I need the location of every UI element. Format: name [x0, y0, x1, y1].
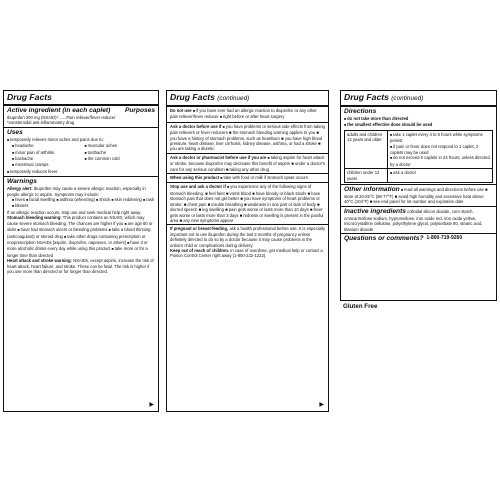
inactive-ingredients-section: Inactive ingredients colloidal silicon dioxide, corn starch, croscarmellose sodium, hypromellose, iron oxide red, iron oxide yellow, microcrystalline cellulose, polyethylene glycol, polysorbate 80, stearic acid, titanium dioxide — [341, 207, 496, 234]
keep-out-of-reach: Keep out of reach of children. In case of overdose, get medical help or contact a Poison Control Center right away (1-800-222-1222). — [170, 247, 323, 259]
directions-bullet: ■ do not take more than directed — [344, 116, 493, 122]
questions-section — [341, 234, 496, 244]
questions-phone: 1-800-719-9260 — [426, 235, 463, 242]
do-not-use-section: Do not use ■ if you have ever had an allergic reaction to ibuprofen or any other pain reliever/fever reducer ■ right before or after heart surgery — [167, 107, 328, 123]
other-information-section: Other information ■ read all warnings and directions before use ■ store at 20-25°C (68-77°F) ■ avoid high humidity and excessive heat above 40°C (104°F) ■ see end panel for lot number and expiration date — [341, 185, 496, 207]
uses-list — [7, 143, 155, 169]
list-item: ■ menstrual cramps — [12, 162, 83, 168]
drug-facts-panel-2 — [166, 90, 329, 412]
panel-title: Drug Facts (continued) — [167, 91, 328, 107]
list-item: ■ backache — [12, 156, 83, 162]
active-ingredient-section — [4, 106, 158, 128]
list-item: ■ minor pain of arthritis — [12, 150, 83, 156]
directions-heading: Directions — [344, 108, 377, 115]
directions-table — [344, 130, 493, 183]
stop-use-section: Stop use and ask a doctor if ■ you experience any of the following signs of stomach bleeding: ■ feel faint ■ vomit blood ■ have bloody or black stools ■ have stomach pain that does not get better ■ you have symptoms of heart problems or stroke: ■ chest pain ■ trouble breathing ■ weakness in one part or side of body ■ slurred speech ■ leg swelling ■ pain gets worse or lasts more than 10 days ■ fever gets worse or lasts more than 3 days ■ redness or swelling is present in the painful area ■ any new symptoms appear — [167, 183, 328, 225]
inactive-ingredients-heading: Inactive ingredients — [344, 207, 406, 215]
stop-use-heading: Stop use and ask a doctor if — [170, 184, 226, 190]
uses-section — [4, 128, 158, 177]
pregnancy-section: If pregnant or breast-feeding, ask a health professional before use. It is especially important not to use ibuprofen during the last 3 months of pregnancy unless definitely directed to do so by a doctor because it may cause problems in the unborn child or complications during delivery. Keep out of reach of children. In case of overdose, get medical help or contact a Poison Control Center right away (1-800-222-1222). — [170, 226, 326, 259]
ask-doctor-section: Ask a doctor before use if ■ you have problems or serious side effects from taking pain relievers or fever reducers ■ the stomach bleeding warning applies to you ■ you have a history of stomach problems, such as heartburn ■ you have high blood pressure, heart disease, liver cirrhosis, kidney disease, asthma, or had a stroke ■ you are taking a diuretic — [167, 123, 328, 154]
continue-arrow-icon: ▶ — [319, 402, 324, 408]
directions-section — [341, 107, 496, 185]
stomach-warning: Stomach bleeding warning: This product contains an NSAID, which may cause severe stomach bleeding. The chances are higher if you ■ are age 60 or older ■ have had stomach ulcers or bleeding problems ■ take a blood thinning (anticoagulant) or steroid drug ■ take other drugs containing prescription or nonprescription NSAIDs [aspirin, ibuprofen, naproxen, or others] ■ have 3 or more alcoholic drinks every day while using this product ■ take more or for a longer time than directed — [7, 215, 155, 258]
do-not-use-heading: Do not use — [170, 108, 192, 113]
ask-pharmacist-section: Ask a doctor or pharmacist before use if you are ■ taking aspirin for heart attack or stroke, because ibuprofen may decrease this benefit of aspirin ■ under a doctor's care for any serious condition ■ taking any other drug — [167, 154, 328, 174]
ask-doctor-heading: Ask a doctor before use if — [170, 123, 222, 129]
warnings-heading: Warnings — [7, 178, 37, 186]
drug-facts-panel-3 — [340, 90, 497, 301]
uses-intro: ■ temporarily relieves minor aches and pains due to: — [7, 137, 155, 143]
list-item: ■ headache — [12, 143, 83, 149]
table-row — [345, 130, 493, 168]
when-using-section: When using this product ■ take with food or milk if stomach upset occurs — [167, 174, 328, 183]
uses-heading: Uses — [7, 128, 23, 136]
pregnancy-heading: If pregnant or breast-feeding, — [170, 226, 229, 232]
list-item: ■ muscular aches — [85, 143, 156, 149]
allergy-alert: Allergy alert: Ibuprofen may cause a severe allergic reaction, especially in people allergic to aspirin. Symptoms may include: — [7, 186, 146, 197]
adult-directions: ■ take 1 caplet every 4 to 6 hours while symptoms persist ■ if pain or fever does not respond to 1 caplet, 2 caplets may be used ■ do not exceed 6 caplets in 24 hours, unless directed by a doctor — [388, 130, 493, 168]
list-item: ■ toothache — [85, 150, 156, 156]
ask-pharmacist-heading: Ask a doctor or pharmacist before use if you are — [170, 154, 267, 160]
active-ingredient-note: *nonsteroidal anti-inflammatory drug — [7, 120, 75, 126]
list-item: ■ the common cold — [85, 156, 156, 162]
panel-title: Drug Facts — [4, 91, 158, 106]
child-directions: ■ ask a doctor — [388, 169, 493, 183]
when-using-heading: When using this product — [170, 175, 220, 181]
active-ingredient-heading: Active ingredient (in each caplet) — [7, 107, 111, 114]
directions-bullet: ■ the smallest effective dose should be used — [344, 122, 493, 128]
gluten-free-label: Gluten Free — [343, 303, 378, 310]
heart-warning: Heart attack and stroke warning: NSAIDs, except aspirin, increase the risk of heart attack, heart failure, and stroke. These can be fatal. The risk is higher if you use more than directed or for longer than directed. — [7, 258, 154, 274]
allergy-end: If an allergic reaction occurs, stop use and seek medical help right away. — [7, 209, 142, 215]
adult-label: adults and children 12 years and older — [345, 130, 388, 168]
warnings-section — [4, 177, 158, 275]
purposes-heading: Purposes — [124, 107, 155, 114]
child-label: children under 12 years — [345, 169, 388, 183]
panel-title: Drug Facts (continued) — [341, 91, 496, 107]
drug-facts-panel-1 — [3, 90, 159, 412]
active-ingredient-line: Ibuprofen 200 mg (NSAID)* ......Pain reliever/fever reducer — [7, 115, 116, 120]
allergy-symptoms: ■ hives ■ facial swelling ■ asthma (wheezing) ■ shock ■ skin reddening ■ rash ■ blisters — [7, 197, 155, 210]
continue-arrow-icon: ▶ — [149, 402, 154, 408]
table-row — [345, 169, 493, 183]
questions-label: Questions or comments? — [344, 235, 424, 243]
uses-fever: ■ temporarily reduces fever — [7, 169, 155, 175]
other-information-heading: Other information — [344, 186, 400, 194]
